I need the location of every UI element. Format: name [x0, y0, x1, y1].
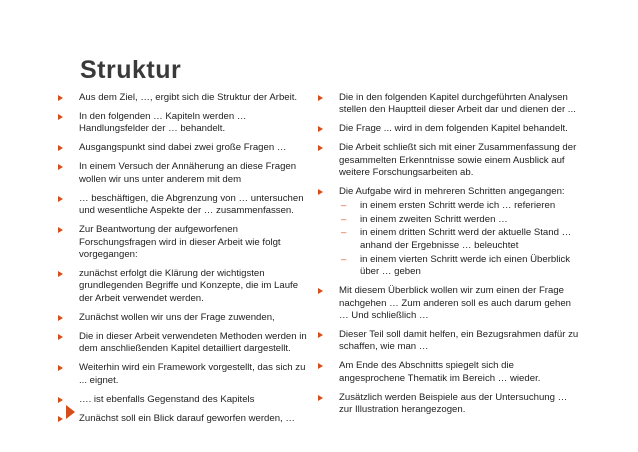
sub-list-item: [339, 214, 580, 226]
list-item-text: Zusätzlich werden Beispiele aus der Untersuchung … zur Illustration herangezogen.: [339, 391, 568, 416]
list-item-text: zunächst erfolgt die Klärung der wichtigsten grundlegenden Begriffe und Konzepte, die im Laufe der Arbeit verwendet werden.: [79, 268, 299, 304]
sub-list: [339, 200, 580, 279]
list-item-text: Die in den folgenden Kapitel durchgeführten Analysen stellen den Hauptteil dieser Arbeit dar und dienen der ...: [339, 92, 576, 116]
list-item: [58, 312, 310, 324]
triangle-bullet-icon: [318, 95, 323, 101]
list-item-text: Zur Beantwortung der aufgeworfenen Forschungsfragen wird in dieser Arbeit wie folgt vorgegangen:: [79, 224, 281, 261]
list-item: [58, 331, 310, 356]
list-item-text: Die Aufgabe wird in mehreren Schritten angegangen:: [339, 186, 565, 198]
sub-list-item-text: in einem zweiten Schritt werden …: [360, 213, 508, 225]
list-item-text: Die Frage ... wird in dem folgenden Kapitel behandelt.: [339, 123, 568, 135]
triangle-bullet-icon: [58, 365, 63, 371]
left-bullet-list: [58, 92, 310, 425]
list-item: [318, 92, 580, 117]
sub-list-item: [339, 254, 580, 279]
list-item-text: Mit diesem Überblick wollen wir zum einen der Frage nachgehen … Zum anderen soll es auch darum gehen … Und schließlich …: [339, 285, 571, 321]
triangle-bullet-icon: [318, 189, 323, 195]
slide-title: Struktur: [80, 56, 182, 84]
triangle-bullet-icon: [58, 315, 63, 321]
sub-list-item-text: in einem ersten Schritt werde ich … referieren: [360, 199, 556, 211]
list-item: [58, 413, 310, 425]
right-column: [318, 92, 580, 423]
triangle-bullet-icon: [318, 145, 323, 151]
list-item-text: Die Arbeit schließt sich mit einer Zusammenfassung der gesammelten Erkenntnisse sowie einem Ausblick auf weitere Forschungsarbeiten ab.: [339, 142, 577, 179]
right-bullet-list: [318, 92, 580, 417]
list-item: [318, 123, 580, 135]
list-item-text: Ausgangspunkt sind dabei zwei große Fragen …: [79, 142, 287, 154]
sub-list-item-text: in einem vierten Schritt werde ich einen Überblick über … geben: [360, 253, 571, 278]
list-item-text: Die in dieser Arbeit verwendeten Methoden werden in dem anschließenden Kapitel detailliert dargestellt.: [79, 330, 307, 355]
list-item: [318, 142, 580, 179]
list-item: [58, 224, 310, 261]
list-item-text: In den folgenden … Kapiteln werden …Handlungsfelder der … behandelt.: [79, 111, 247, 135]
list-item: [58, 362, 310, 387]
list-item-text: Zunächst soll ein Blick darauf geworfen werden, …: [79, 412, 295, 424]
list-item: [58, 92, 310, 104]
list-item: [58, 268, 310, 305]
triangle-bullet-icon: [58, 114, 63, 120]
dash-bullet-icon: –: [341, 213, 347, 225]
dash-bullet-icon: –: [341, 199, 347, 211]
triangle-bullet-icon: [318, 363, 323, 369]
list-item-text: Am Ende des Abschnitts spiegelt sich die angesprochene Thematik im Bereich … wieder.: [339, 360, 541, 384]
list-item: [318, 285, 580, 322]
triangle-bullet-icon: [318, 288, 323, 294]
list-item: [58, 161, 310, 186]
list-item: [318, 360, 580, 385]
triangle-bullet-icon: [58, 164, 63, 170]
triangle-bullet-icon: [58, 334, 63, 340]
triangle-bullet-icon: [318, 332, 323, 338]
list-item: [318, 392, 580, 417]
sub-list-item-text: in einem dritten Schritt werd der aktuelle Stand … anhand der Ergebnisse … beleuchtet: [360, 227, 572, 251]
list-item-text: Dieser Teil soll damit helfen, ein Bezugsrahmen dafür zu schaffen, wie man …: [339, 328, 579, 353]
triangle-bullet-icon: [58, 196, 63, 202]
triangle-bullet-icon: [58, 145, 63, 151]
triangle-bullet-icon: [58, 95, 63, 101]
triangle-bullet-icon: [58, 397, 63, 403]
left-column: [58, 92, 310, 432]
triangle-bullet-icon: [318, 395, 323, 401]
sub-list-item: [339, 227, 580, 252]
triangle-bullet-icon: [318, 126, 323, 132]
list-item: [318, 186, 580, 278]
dash-bullet-icon: –: [341, 253, 347, 265]
list-item: [58, 142, 310, 154]
list-item: [58, 193, 310, 218]
list-item: [318, 329, 580, 354]
dash-bullet-icon: –: [341, 227, 347, 239]
triangle-bullet-icon: [58, 271, 63, 277]
list-item-text: …. ist ebenfalls Gegenstand des Kapitels: [79, 393, 255, 405]
list-item-text: Aus dem Ziel, …, ergibt sich die Struktur der Arbeit.: [79, 92, 298, 103]
list-item-text: In einem Versuch der Annäherung an diese Fragen wollen wir uns unter anderem mit dem: [79, 161, 297, 185]
list-item: [58, 111, 310, 136]
corner-triangle-icon: [66, 405, 75, 419]
list-item-text: Zunächst wollen wir uns der Frage zuwenden,: [79, 311, 275, 323]
triangle-bullet-icon: [58, 416, 63, 422]
list-item: [58, 394, 310, 406]
list-item-text: Weiterhin wird ein Framework vorgestellt, das sich zu ... eignet.: [79, 362, 306, 386]
sub-list-item: [339, 200, 580, 212]
triangle-bullet-icon: [58, 227, 63, 233]
list-item-text: … beschäftigen, die Abgrenzung von … untersuchen und wesentliche Aspekte der … zusammenfassen.: [79, 192, 304, 217]
